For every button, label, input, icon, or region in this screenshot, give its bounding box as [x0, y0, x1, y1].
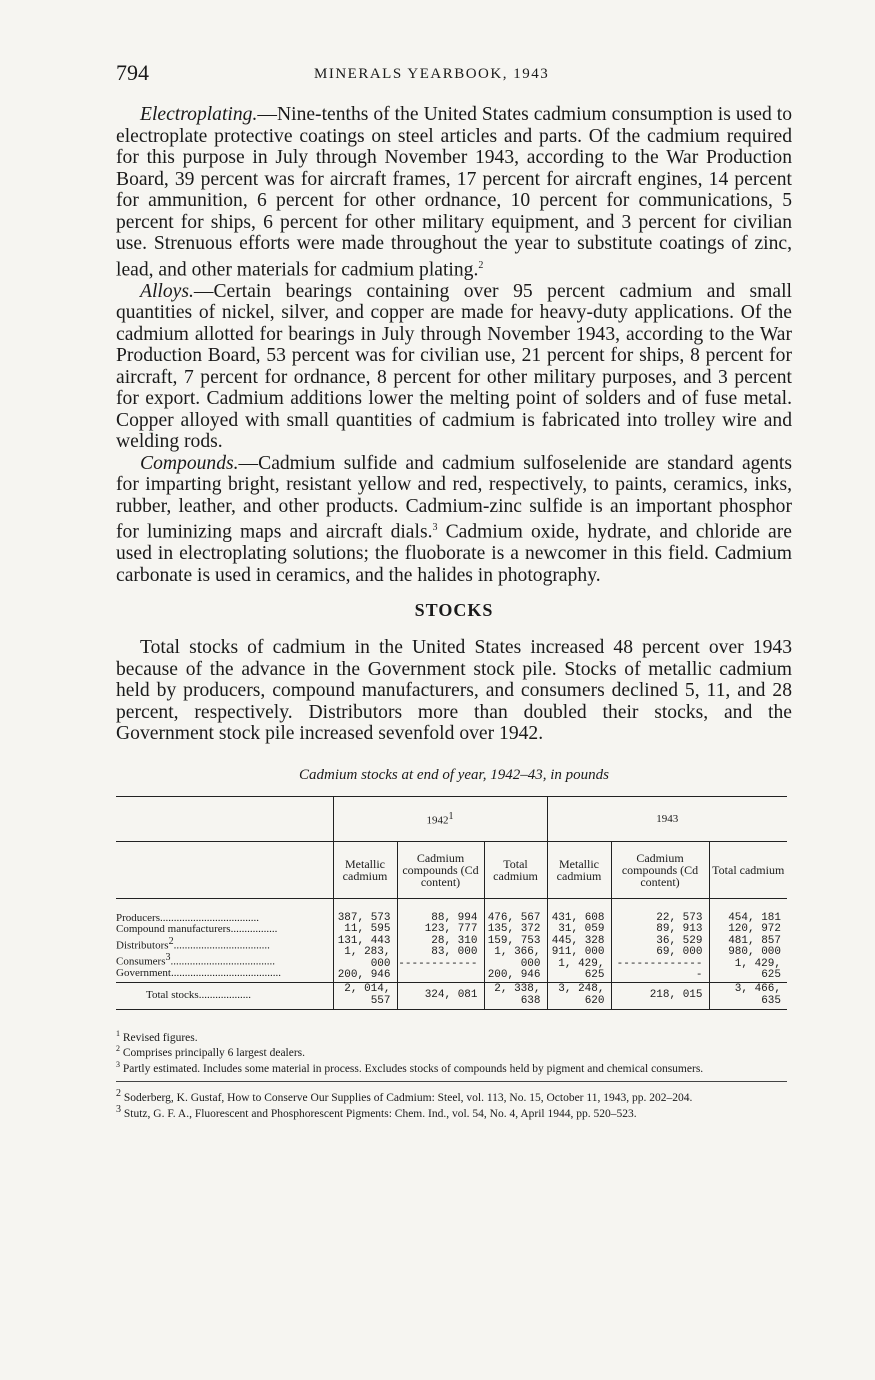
table-row-label: Compound manufacturers................. [116, 923, 278, 936]
col-total-1942: Total cadmium [484, 841, 547, 898]
table-cell: 89, 913 [656, 923, 703, 936]
table-cell: 1, 366, 000 [494, 946, 541, 970]
table-cell: 123, 777 [424, 923, 478, 936]
year-1942-note: 1 [448, 810, 454, 822]
table-cell: 28, 310 [431, 934, 478, 947]
table-cell: 69, 000 [656, 946, 703, 959]
reference-note: $^2$ Soderberg, K. Gustaf, How to Conserve Our Supplies of Cadmium: Steel, vol. 113, No. 15, October 11, 1943, pp. 202–204. [116, 1088, 693, 1104]
col-metallic-1943: Metallic cadmium [547, 841, 611, 898]
electroplating-lead: Electroplating. [140, 104, 258, 125]
col-metallic-1942-values [333, 898, 397, 982]
table-note: $^2$ Comprises principally 6 largest dealers. [116, 1044, 306, 1060]
col-compounds-1942: Cadmium compounds (Cd content) [397, 841, 484, 898]
table-row-label: Government........................................ [116, 966, 281, 979]
compounds-text-a: —Cadmium sulfide and cadmium sulfoselenide are standard agents for imparting bright, resistant yellow and red, respectively, to paints, ceramics, inks, rubber, leather, and other products. Cadmium-zinc sulfide is an important phosphor for luminizing maps and aircraft dials. [116, 452, 792, 543]
col-total-1942-values [484, 898, 547, 982]
table-cell: 88, 994 [431, 911, 478, 924]
table-cell: 200, 946 [487, 969, 541, 982]
table-cell: 431, 608 [551, 911, 605, 924]
table-cell: 476, 567 [487, 911, 541, 924]
table-cell-dash: ------------ [398, 957, 478, 970]
col-compounds-1943: Cadmium compounds (Cd content) [611, 841, 709, 898]
table-cell-dash: -------------- [616, 957, 703, 982]
table-row-label: Consumers$^3$...................................... [116, 951, 275, 968]
year-1943-header: 1943 [547, 796, 787, 841]
electroplating-text: —Nine-tenths of the United States cadmium consumption is used to electroplate protective coatings on steel articles and parts. Of the cadmium required for this purpose in July through November 1943, according to the War Production Board, 39 percent was for aircraft frames, 17 percent for aircraft engines, 14 percent for ammunition, 6 percent for other ordnance, 10 percent for communications, 5 percent for ships, 6 percent for other military equipment, and 3 percent for civilian use. Strenuous efforts were made throughout the year to substitute coatings of zinc, lead, and other materials for cadmium plating. [116, 104, 792, 281]
table-cell: 131, 443 [337, 934, 391, 947]
table-note: $^3$ Partly estimated. Includes some material in process. Excludes stocks of compounds held by pigment and chemical consumers. [116, 1060, 704, 1076]
page-footnotes [116, 1088, 792, 1120]
table-row-label: Producers.................................... [116, 911, 259, 924]
table-data-block [116, 898, 787, 982]
alloys-paragraph [116, 281, 792, 453]
table-cell: 1, 429, 625 [558, 957, 605, 982]
running-head [116, 58, 792, 88]
table-cell: 11, 595 [344, 923, 391, 936]
electroplating-paragraph [116, 104, 792, 281]
stub-header-blank [116, 841, 333, 898]
year-1942-header: 1942$^1$ [333, 796, 547, 841]
table-footnotes [116, 1028, 787, 1075]
section-title: STOCKS [414, 600, 494, 621]
table-cell: 2, 338, 638 [484, 982, 547, 1009]
table-note: $^1$ Revised figures. [116, 1028, 198, 1044]
row-labels [116, 898, 333, 982]
page-number: 794 [116, 60, 149, 85]
col-metallic-1943-values [547, 898, 611, 982]
reference-note: $^3$ Stutz, G. F. A., Fluorescent and Phosphorescent Pigments: Chem. Ind., vol. 54, No. 4, April 1944, pp. 520–523. [116, 1103, 637, 1120]
footnote-ref-2: 2 [478, 259, 484, 271]
table-cell: 218, 015 [611, 982, 709, 1009]
table-cell: 135, 372 [487, 923, 541, 936]
footnote-divider [116, 1081, 787, 1082]
stocks-paragraph: Total stocks of cadmium in the United States increased 48 percent over 1943 because of the advance in the Government stock pile. Stocks of metallic cadmium held by producers, compound manufacturers, and consumers declined 5, 11, and 28 percent, respectively. Distributors more than doubled their stocks, and the Government stock pile increased sevenfold over 1942. [116, 637, 792, 745]
table-row-label: Distributors$^2$................................... [116, 935, 270, 952]
col-metallic-1942: Metallic cadmium [333, 841, 397, 898]
table-cell: 200, 946 [337, 969, 391, 982]
table-cell: 83, 000 [431, 946, 478, 959]
column-header-row [116, 841, 787, 898]
table-cell: 3, 248, 620 [547, 982, 611, 1009]
col-total-1943: Total cadmium [709, 841, 787, 898]
table-cell: 36, 529 [656, 934, 703, 947]
stocks-table [116, 796, 787, 1010]
year-header-row [116, 796, 787, 841]
table-cell: 31, 059 [558, 923, 605, 936]
table-cell: 1, 429, 625 [734, 957, 781, 982]
table-cell: 1, 283, 000 [344, 946, 391, 970]
table-cell: 445, 328 [551, 934, 605, 947]
footnote-ref-3: 3 [432, 522, 438, 534]
alloys-lead: Alloys. [140, 280, 194, 302]
body-text [116, 104, 792, 586]
table-cell: 324, 081 [397, 982, 484, 1009]
table-cell: 2, 014, 557 [333, 982, 397, 1009]
table-cell: 159, 753 [487, 934, 541, 947]
stub-header [116, 796, 333, 841]
running-title: MINERALS YEARBOOK, 1943 [314, 66, 550, 82]
compounds-text-b: Cadmium oxide, hydrate, and chloride are used in electroplating solutions; the fluoborate is a newcomer in this field. Cadmium carbonate is used in ceramics, and the halides in photography. [116, 521, 792, 586]
col-compounds-1943-values [611, 898, 709, 982]
table-cell: 120, 972 [728, 923, 781, 936]
col-compounds-1942-values [397, 898, 484, 982]
table-cell: 911, 000 [551, 946, 605, 959]
table-total-row [116, 982, 787, 1009]
table-cell: 387, 573 [337, 911, 391, 924]
table-cell: 3, 466, 635 [709, 982, 787, 1009]
total-label: Total stocks................... [116, 982, 333, 1009]
compounds-paragraph [116, 453, 792, 587]
table-cell: 980, 000 [728, 946, 781, 959]
page [116, 58, 792, 1120]
table-cell: 481, 857 [728, 934, 781, 947]
table-cell: 454, 181 [728, 911, 781, 924]
alloys-text: —Certain bearings containing over 95 percent cadmium and small quantities of nickel, silver, and copper are made for heavy-duty applications. Of the cadmium allotted for bearings in July through November 1943, according to the War Production Board, 53 percent was for civilian use, 21 percent for ships, 8 percent for aircraft, 7 percent for ordnance, 8 percent for other military purposes, and 3 percent for export. Cadmium additions lower the melting point of solders and of fuse metal. Copper alloyed with small quantities of cadmium is fabricated into trolley wire and welding rods. [116, 280, 792, 453]
compounds-lead: Compounds. [140, 452, 239, 474]
table-cell: 22, 573 [656, 911, 703, 924]
col-total-1943-values [709, 898, 787, 982]
table-caption: Cadmium stocks at end of year, 1942–43, in pounds [299, 766, 609, 783]
